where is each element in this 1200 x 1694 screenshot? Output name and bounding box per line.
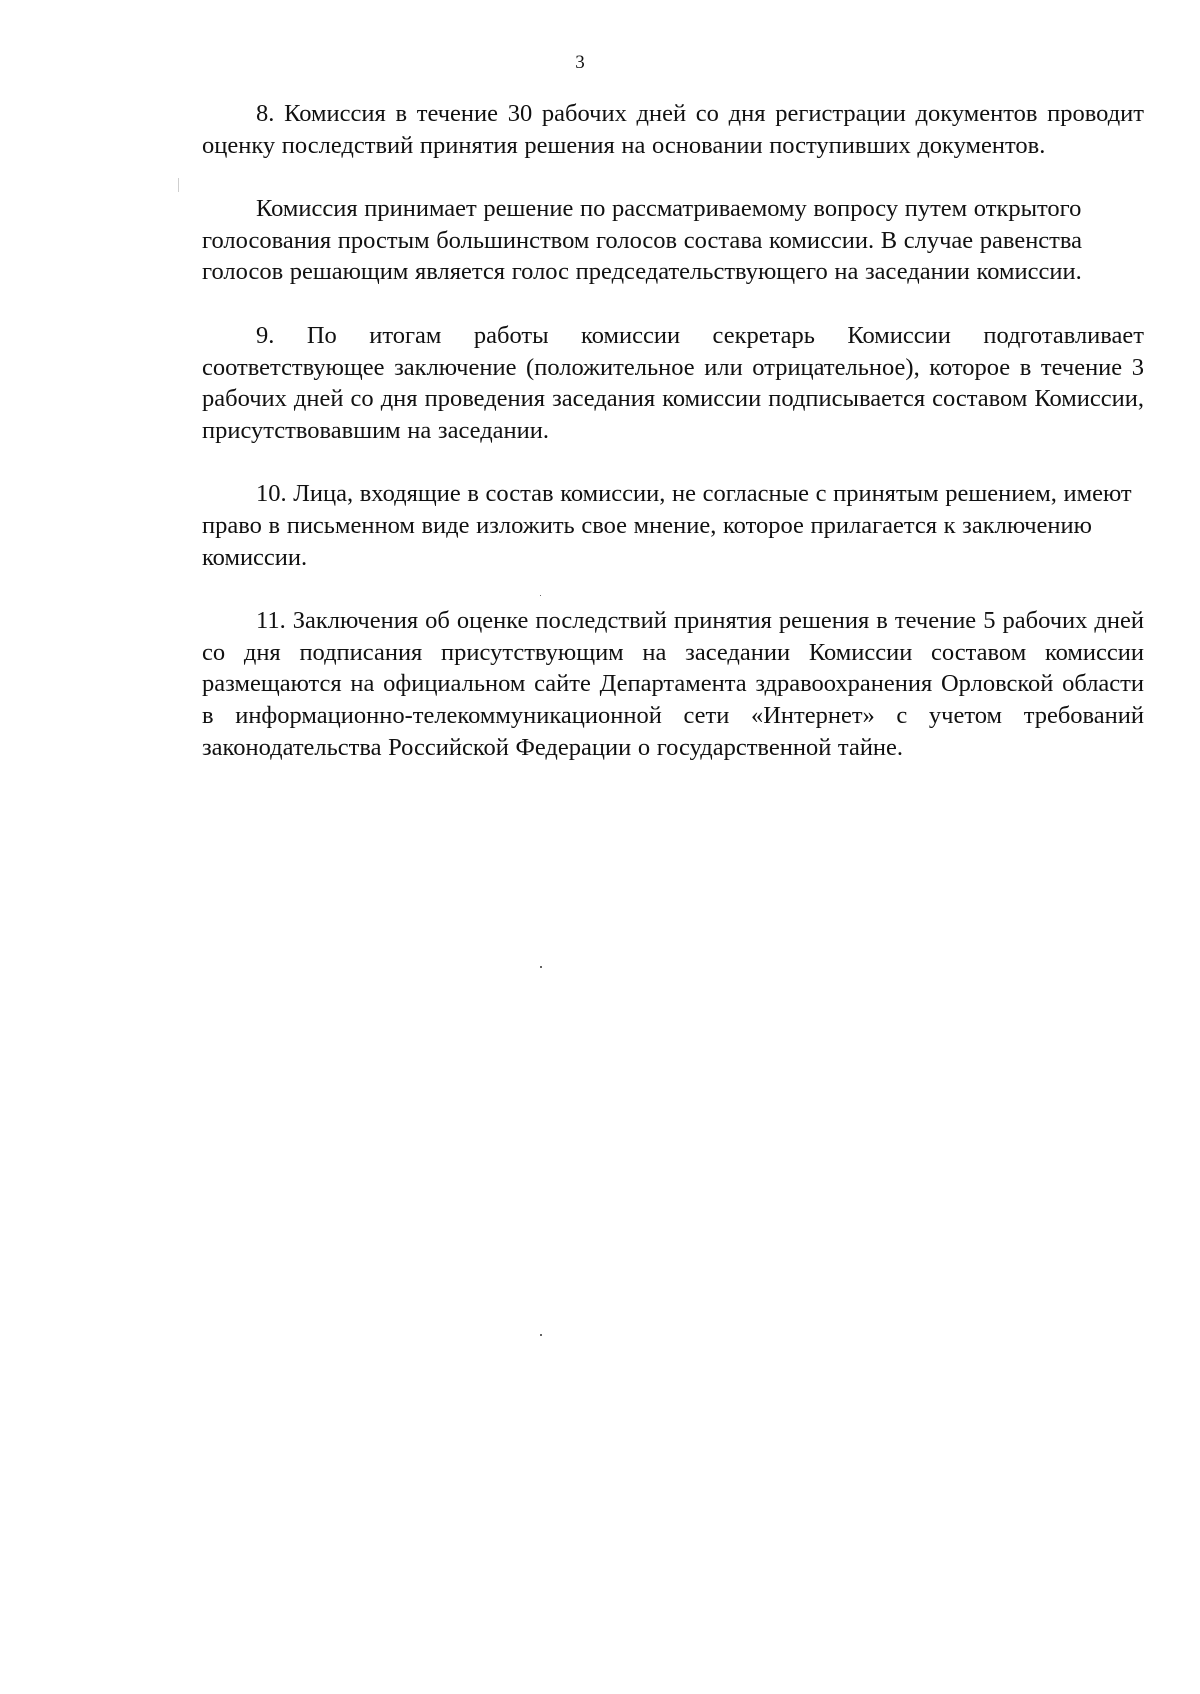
paragraph-9: 9. По итогам работы комиссии секретарь Комиссии подготавливает соответствующее заключение (положительное или отрицательное), которое в течение 3 рабочих дней со дня проведения заседания комиссии подписывается составом Комиссии, присутствовавшим на заседании. [202,321,1144,444]
scan-speck [540,595,541,596]
page-number: 3 [575,52,585,73]
paragraph-8: 8. Комиссия в течение 30 рабочих дней со дня регистрации документов проводит оценку последствий принятия решения на основании поступивших документов. [202,100,1144,159]
scan-margin-mark [178,178,179,192]
scan-speck [540,1334,542,1336]
paragraph-8-continuation: Комиссия принимает решение по рассматриваемому вопросу путем открытого голосования простым большинством голосов состава комиссии. В случае равенства голосов решающим является голос председательствующего на заседании комиссии. [202,195,1083,286]
scan-speck [540,966,542,968]
paragraph-10: 10. Лица, входящие в состав комиссии, не согласные с принятым решением, имеют право в письменном виде изложить свое мнение, которое прилагается к заключению комиссии. [202,480,1132,571]
paragraph-11: 11. Заключения об оценке последствий принятия решения в течение 5 рабочих дней со дня подписания присутствующим на заседании Комиссии составом комиссии размещаются на официальном сайте Департамента здравоохранения Орловской области в информационно-телекоммуникационной сети «Интернет» с учетом требований законодательства Российской Федерации о государственной тайне. [202,607,1144,761]
document-body [202,98,1144,796]
